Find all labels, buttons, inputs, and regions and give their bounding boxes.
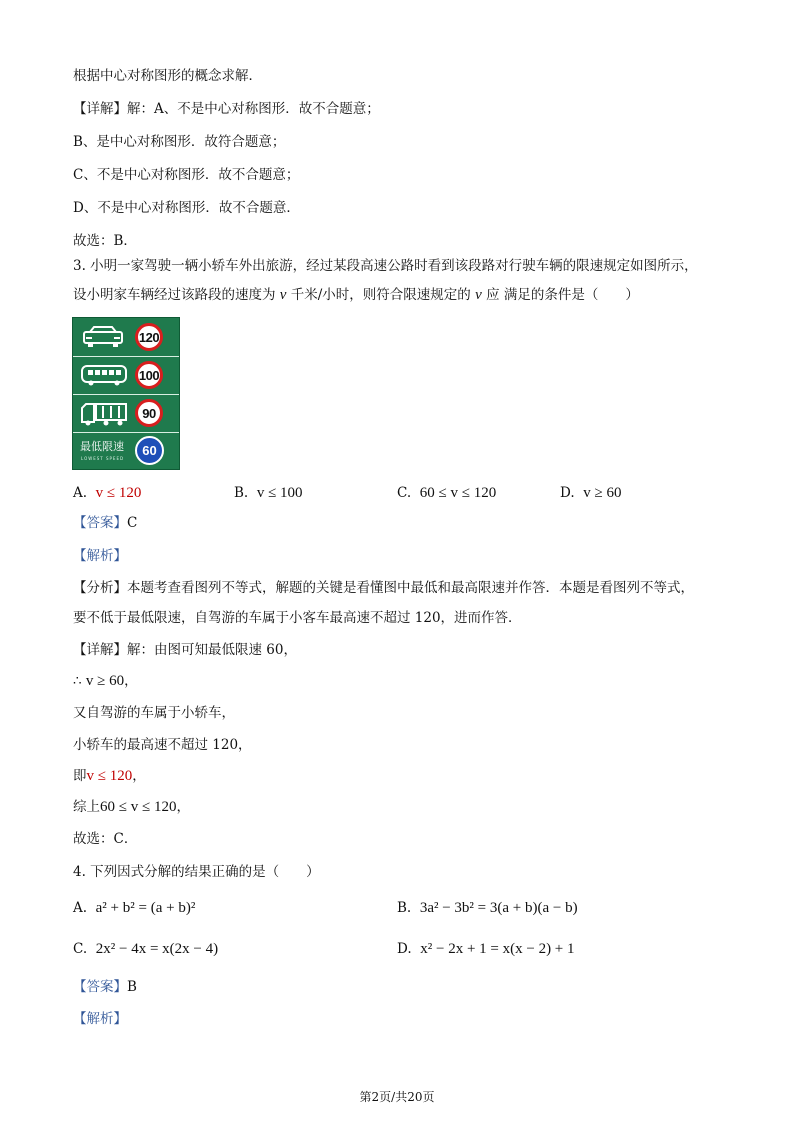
sign-row-minimum xyxy=(73,432,179,470)
text-line: D、不是中心对称图形．故不合题意． xyxy=(73,200,300,216)
min-speed-label: 最低限速 xyxy=(80,440,124,453)
option-label: D. xyxy=(560,485,575,501)
car-icon xyxy=(80,326,126,348)
answer-value: C xyxy=(127,515,138,531)
option-math: v ≤ 100 xyxy=(256,485,303,501)
option-label: C. xyxy=(397,485,412,501)
option-math: v ≥ 60 xyxy=(583,485,622,501)
step-prefix: 综上 xyxy=(73,799,100,815)
text-line: 要不低于最低限速，自驾游的车属于小客车最高速不超过 120，进而作答． xyxy=(73,610,522,626)
option-c xyxy=(73,938,218,960)
option-label: D. xyxy=(397,941,412,957)
text-line: 又自驾游的车属于小轿车， xyxy=(73,705,235,721)
truck-icon xyxy=(80,402,128,426)
option-a xyxy=(73,897,195,919)
math-step xyxy=(73,797,190,817)
bus-icon xyxy=(80,364,128,386)
answer-tag: 【答案】 xyxy=(73,515,127,531)
text-line: 故选：C． xyxy=(73,831,138,847)
text-line xyxy=(73,99,380,119)
text-line: 根据中心对称图形的概念求解． xyxy=(73,68,262,84)
step-prefix: 即 xyxy=(73,768,87,784)
option-math: x² − 2x + 1 = x(x − 2) + 1 xyxy=(420,941,575,957)
option-label: A. xyxy=(73,485,88,501)
text-line: B、是中心对称图形．故符合题意； xyxy=(73,134,286,150)
option-math: 3a² − 3b² = 3(a + b)(a − b) xyxy=(419,900,578,916)
punct: ， xyxy=(124,673,138,689)
option-math: 60 ≤ v ≤ 120 xyxy=(419,485,497,501)
question-stem: 4. 下列因式分解的结果正确的是（ ） xyxy=(73,864,320,880)
option-d xyxy=(397,938,575,960)
option-d xyxy=(560,482,621,504)
option-label: B. xyxy=(397,900,412,916)
fenxi-tag: 【分析】 xyxy=(73,580,127,596)
var-v: v xyxy=(475,287,482,303)
text-line: 小轿车的最高速不超过 120， xyxy=(73,737,252,753)
detail-tag: 【详解】 xyxy=(73,101,127,117)
punct: ， xyxy=(176,799,190,815)
question-stem xyxy=(73,285,639,305)
option-math: a² + b² = (a + b)² xyxy=(95,900,196,916)
answer-line xyxy=(73,513,137,533)
step-math: v ≥ 60 xyxy=(85,673,125,689)
detail-text: 解：由图可知最低限速 60， xyxy=(127,642,297,658)
option-math: 2x² − 4x = x(2x − 4) xyxy=(95,941,219,957)
detail-text: 解：A、不是中心对称图形．故不合题意； xyxy=(127,101,380,117)
option-b xyxy=(397,897,578,919)
stem-text: 设小明家车辆经过该路段的速度为 xyxy=(73,287,276,303)
math-step xyxy=(73,671,138,691)
analysis-tag: 【解析】 xyxy=(73,1011,127,1027)
punct: ， xyxy=(132,768,146,784)
speed-100-badge: 100 xyxy=(135,361,163,389)
min-speed-sublabel: LOWEST SPEED xyxy=(81,456,125,461)
speed-limit-sign xyxy=(72,317,180,470)
option-label: B. xyxy=(234,485,249,501)
text-line: 故选：B． xyxy=(73,233,137,249)
step-math: 60 ≤ v ≤ 120 xyxy=(100,799,177,815)
speed-120-badge: 120 xyxy=(135,323,163,351)
var-v: v xyxy=(279,287,287,303)
analysis-tag: 【解析】 xyxy=(73,548,127,564)
math-step xyxy=(73,766,146,786)
answer-line xyxy=(73,977,137,997)
sign-row-bus xyxy=(73,356,179,395)
question-stem: 3. 小明一家驾驶一辆小轿车外出旅游，经过某段高速公路时看到该段路对行驶车辆的限速规定如图所示， xyxy=(73,258,698,274)
option-label: C. xyxy=(73,941,88,957)
text-line xyxy=(73,640,297,660)
speed-90-badge: 90 xyxy=(135,399,163,427)
text-line xyxy=(73,578,694,598)
sign-row-car xyxy=(73,318,179,357)
answer-tag: 【答案】 xyxy=(73,979,127,995)
text-line: C、不是中心对称图形．故不合题意； xyxy=(73,167,300,183)
answer-value: B xyxy=(127,979,137,995)
option-b xyxy=(234,482,303,504)
therefore-symbol: ∴ xyxy=(73,673,82,689)
option-c xyxy=(397,482,496,504)
page-footer: 第2页/共20页 xyxy=(359,1090,435,1104)
sign-row-truck xyxy=(73,394,179,433)
option-math: v ≤ 120 xyxy=(95,485,142,501)
stem-text: 千米/小时，则符合限速规定的 xyxy=(286,287,471,303)
fenxi-text: 本题考查看图列不等式，解题的关键是看懂图中最低和最高限速并作答．本题是看图列不等式， xyxy=(127,580,694,596)
detail-tag: 【详解】 xyxy=(73,642,127,658)
option-a xyxy=(73,482,141,504)
stem-text: 应 满足的条件是（ ） xyxy=(481,287,639,303)
option-label: A. xyxy=(73,900,88,916)
min-speed-badge: 60 xyxy=(135,436,164,465)
step-math: v ≤ 120 xyxy=(86,768,133,784)
